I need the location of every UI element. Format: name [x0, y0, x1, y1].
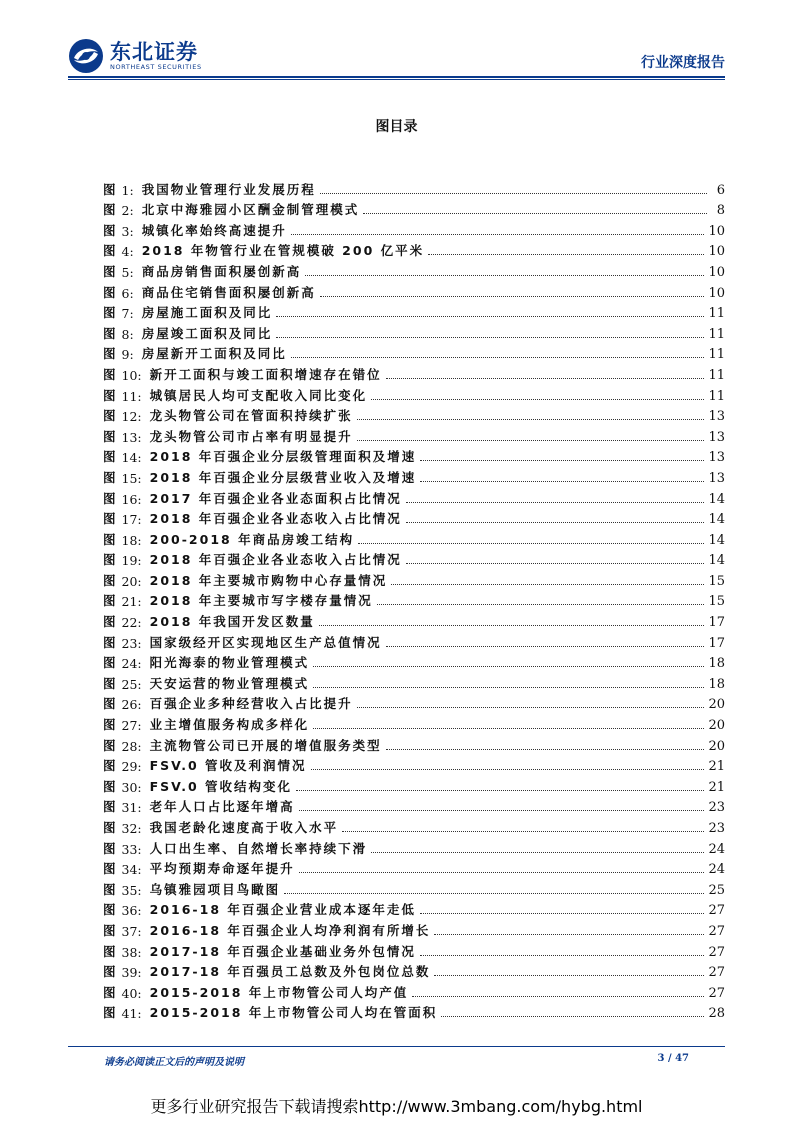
toc-entry-page: 13 — [708, 450, 725, 466]
toc-entry-label: 图 — [103, 861, 122, 877]
toc-entry[interactable] — [103, 568, 725, 589]
toc-entry-title: 老年人口占比逐年增高 — [149, 799, 295, 815]
toc-entry-page: 27 — [708, 903, 725, 919]
toc-leader-dots — [434, 933, 704, 935]
toc-entry-number: 30: — [121, 779, 142, 795]
toc-entry-number: 36: — [121, 903, 142, 919]
toc-entry-page: 24 — [708, 841, 725, 857]
toc-entry-number: 24: — [121, 656, 142, 672]
toc-entry-page: 13 — [708, 409, 725, 425]
toc-entry-title: 2018 年百强企业分层级管理面积及增速 — [149, 449, 417, 465]
toc-entry-page: 10 — [708, 223, 725, 239]
toc-entry-page: 20 — [708, 738, 725, 754]
figure-list — [103, 177, 725, 1021]
toc-leader-dots — [299, 809, 705, 811]
toc-entry-label: 图 — [103, 737, 122, 753]
toc-entry-number: 21: — [121, 594, 142, 610]
toc-entry-page: 8 — [716, 203, 725, 219]
toc-entry-number: 3: — [121, 223, 134, 239]
toc-leader-dots — [420, 480, 704, 482]
toc-entry-number: 8: — [121, 326, 134, 342]
toc-leader-dots — [386, 377, 705, 379]
toc-leader-dots — [420, 459, 704, 461]
toc-entry-title: 2018 年百强企业各业态收入占比情况 — [149, 511, 402, 527]
toc-entry-title: 北京中海雅园小区酬金制管理模式 — [141, 202, 360, 218]
toc-entry-number: 7: — [121, 306, 134, 322]
toc-leader-dots — [357, 706, 705, 708]
toc-entry[interactable] — [103, 671, 725, 692]
toc-entry[interactable] — [103, 486, 725, 507]
toc-entry-title: 房屋施工面积及同比 — [141, 305, 273, 321]
toc-leader-dots — [434, 974, 704, 976]
toc-leader-dots — [377, 603, 705, 605]
toc-entry-page: 10 — [708, 264, 725, 280]
toc-entry[interactable] — [103, 898, 725, 919]
header-divider — [68, 76, 725, 78]
toc-entry-number: 35: — [121, 882, 142, 898]
toc-entry-page: 14 — [708, 553, 725, 569]
toc-entry-label: 图 — [103, 820, 122, 835]
toc-entry-number: 2: — [121, 203, 134, 219]
toc-entry-title: 2016-18 年百强企业营业成本逐年走低 — [149, 902, 416, 918]
toc-entry-number: 18: — [121, 532, 142, 548]
toc-entry-page: 27 — [708, 965, 725, 981]
download-promo-link[interactable]: 更多行业研究报告下载请搜索http://www.3mbang.com/hybg.html — [150, 1097, 643, 1116]
toc-leader-dots — [291, 356, 705, 358]
toc-leader-dots — [299, 871, 705, 873]
toc-entry-page: 6 — [716, 182, 725, 198]
toc-entry-label: 图 — [103, 202, 122, 218]
toc-entry-label: 图 — [103, 840, 122, 856]
toc-entry-page: 17 — [708, 615, 725, 631]
toc-entry-title: 2018 年主要城市写字楼存量情况 — [149, 593, 373, 609]
toc-entry-page: 21 — [708, 779, 725, 795]
toc-entry-title: 房屋竣工面积及同比 — [141, 325, 273, 341]
toc-entry-title: 城镇化率始终高速提升 — [141, 222, 287, 238]
toc-entry-number: 6: — [121, 285, 134, 301]
toc-entry-label: 图 — [103, 531, 122, 547]
toc-entry-number: 5: — [121, 264, 134, 280]
toc-entry-number: 13: — [121, 429, 142, 445]
toc-entry-title: 主流物管公司已开展的增值服务类型 — [149, 737, 382, 753]
toc-entry-number: 14: — [121, 450, 142, 466]
toc-entry-number: 29: — [121, 759, 142, 775]
toc-leader-dots — [276, 315, 704, 317]
toc-entry-page: 23 — [708, 821, 725, 836]
toc-entry-label: 图 — [103, 572, 122, 588]
toc-leader-dots — [358, 542, 704, 544]
toc-leader-dots — [428, 253, 704, 255]
toc-entry-page: 11 — [708, 388, 725, 404]
toc-entry[interactable] — [103, 465, 725, 486]
toc-entry[interactable] — [103, 362, 725, 383]
header-divider-thin — [68, 79, 725, 80]
toc-entry-title: 平均预期寿命逐年提升 — [149, 861, 295, 877]
toc-leader-dots — [291, 233, 705, 235]
toc-leader-dots — [420, 954, 705, 956]
toc-title: 图目录 — [375, 119, 418, 135]
toc-entry-title: 龙头物管公司市占率有明显提升 — [149, 428, 353, 444]
toc-entry-number: 1: — [121, 182, 134, 198]
company-logo — [68, 38, 202, 74]
toc-entry-title: 天安运营的物业管理模式 — [149, 675, 310, 691]
toc-leader-dots — [284, 892, 704, 894]
toc-entry-title: 商品住宅销售面积屡创新高 — [141, 284, 316, 300]
toc-entry[interactable] — [103, 1001, 725, 1022]
toc-leader-dots — [296, 789, 704, 791]
toc-entry-title: 乌镇雅园项目鸟瞰图 — [149, 881, 281, 897]
toc-entry-number: 33: — [121, 841, 142, 857]
toc-entry-title: 商品房销售面积屡创新高 — [141, 263, 302, 279]
toc-entry-page: 10 — [708, 285, 725, 301]
toc-entry[interactable] — [103, 980, 725, 1001]
disclaimer-note: 请务必阅读正文后的声明及说明 — [104, 1057, 244, 1068]
toc-entry-page: 18 — [708, 676, 725, 692]
toc-entry-title: 龙头物管公司在管面积持续扩张 — [149, 408, 353, 424]
toc-entry[interactable] — [103, 939, 725, 960]
toc-entry-label: 图 — [103, 799, 122, 815]
toc-entry-label: 图 — [103, 964, 122, 980]
toc-entry-label: 图 — [103, 263, 122, 279]
toc-entry[interactable] — [103, 651, 725, 672]
toc-entry[interactable] — [103, 795, 725, 816]
toc-entry[interactable] — [103, 960, 725, 981]
toc-entry[interactable] — [103, 712, 725, 733]
toc-entry-number: 16: — [121, 491, 142, 507]
toc-entry-label: 图 — [103, 881, 122, 897]
toc-entry-title: 200-2018 年商品房竣工结构 — [149, 531, 355, 547]
toc-entry-label: 图 — [103, 469, 122, 485]
toc-entry-label: 图 — [103, 511, 122, 527]
toc-leader-dots — [391, 583, 704, 585]
toc-leader-dots — [319, 624, 705, 626]
toc-leader-dots — [363, 212, 707, 214]
toc-entry[interactable] — [103, 301, 725, 322]
toc-entry-title: 2015-2018 年上市物管公司人均产值 — [149, 984, 409, 1000]
toc-entry[interactable] — [103, 259, 725, 280]
toc-entry-number: 11: — [121, 388, 142, 404]
toc-entry-title: 2018 年我国开发区数量 — [149, 614, 315, 630]
toc-entry-label: 图 — [103, 593, 122, 609]
toc-entry-page: 23 — [708, 800, 725, 816]
toc-entry-label: 图 — [103, 305, 122, 321]
toc-entry-page: 14 — [708, 512, 725, 528]
toc-leader-dots — [313, 727, 704, 729]
toc-leader-dots — [371, 851, 704, 853]
toc-entry[interactable] — [103, 280, 725, 301]
toc-entry[interactable] — [103, 198, 725, 219]
toc-entry-number: 12: — [121, 409, 142, 425]
toc-entry-label: 图 — [103, 408, 122, 424]
toc-leader-dots — [412, 995, 704, 997]
toc-leader-dots — [420, 912, 705, 914]
toc-entry-number: 41: — [121, 1006, 142, 1022]
toc-entry-number: 25: — [121, 676, 142, 692]
toc-leader-dots — [342, 830, 704, 832]
toc-leader-dots — [320, 192, 707, 194]
toc-entry-title: 房屋新开工面积及同比 — [141, 346, 287, 362]
toc-entry-label: 图 — [103, 696, 122, 712]
toc-leader-dots — [406, 562, 705, 564]
toc-entry-number: 38: — [121, 944, 142, 960]
toc-entry-title: 2016-18 年百强企业人均净利润有所增长 — [149, 922, 431, 938]
toc-entry-page: 10 — [708, 244, 725, 260]
toc-entry-page: 13 — [708, 470, 725, 486]
toc-entry-number: 39: — [121, 965, 142, 981]
toc-entry-title: 城镇居民人均可支配收入同比变化 — [149, 387, 368, 403]
toc-entry-title: 业主增值服务构成多样化 — [149, 717, 310, 733]
toc-entry-number: 40: — [121, 985, 142, 1001]
toc-entry-label: 图 — [103, 922, 122, 938]
toc-entry[interactable] — [103, 383, 725, 404]
toc-entry-label: 图 — [103, 387, 122, 403]
toc-entry-page: 14 — [708, 491, 725, 507]
toc-entry-label: 图 — [103, 758, 122, 774]
toc-entry-title: 百强企业多种经营收入占比提升 — [149, 696, 353, 712]
toc-entry-title: FSV.0 管收结构变化 — [149, 778, 293, 794]
toc-entry-label: 图 — [103, 1005, 122, 1021]
toc-entry-title: 2015-2018 年上市物管公司人均在管面积 — [149, 1005, 438, 1021]
toc-entry[interactable] — [103, 177, 725, 198]
toc-entry-label: 图 — [103, 243, 122, 259]
toc-leader-dots — [320, 295, 705, 297]
toc-entry-number: 9: — [121, 347, 134, 363]
toc-entry[interactable] — [103, 733, 725, 754]
toc-entry-title: 2018 年百强企业分层级营业收入及增速 — [149, 469, 417, 485]
toc-entry-number: 27: — [121, 718, 142, 734]
toc-leader-dots — [313, 665, 704, 667]
toc-leader-dots — [406, 521, 705, 523]
toc-entry-page: 13 — [708, 429, 725, 445]
toc-entry-number: 26: — [121, 697, 142, 713]
toc-entry[interactable] — [103, 218, 725, 239]
toc-entry-title: 人口出生率、自然增长率持续下滑 — [149, 840, 368, 856]
toc-entry[interactable] — [103, 692, 725, 713]
toc-entry[interactable] — [103, 321, 725, 342]
toc-entry-page: 17 — [708, 635, 725, 651]
toc-entry-title: 2018 年主要城市购物中心存量情况 — [149, 572, 388, 588]
toc-entry-label: 图 — [103, 655, 122, 671]
logo-chinese-name: 东北证券 — [110, 39, 198, 64]
toc-entry-label: 图 — [103, 346, 122, 362]
toc-leader-dots — [386, 748, 705, 750]
toc-entry[interactable] — [103, 836, 725, 857]
toc-entry-page: 11 — [708, 367, 725, 383]
toc-entry-number: 22: — [121, 615, 142, 631]
logo-english-name: NORTHEAST SECURITIES — [110, 62, 202, 71]
toc-entry[interactable] — [103, 445, 725, 466]
toc-entry-label: 图 — [103, 984, 122, 1000]
toc-entry[interactable] — [103, 815, 725, 836]
toc-leader-dots — [276, 336, 704, 338]
toc-entry-number: 10: — [121, 367, 142, 383]
toc-entry[interactable] — [103, 918, 725, 939]
toc-entry-label: 图 — [103, 634, 122, 650]
toc-entry[interactable] — [103, 857, 725, 878]
toc-entry-page: 24 — [708, 862, 725, 878]
toc-entry-label: 图 — [103, 366, 122, 382]
footer-divider — [68, 1046, 725, 1047]
toc-entry-number: 28: — [121, 738, 142, 754]
toc-entry-title: 2018 年物管行业在管规模破 200 亿平米 — [141, 243, 425, 259]
toc-entry-page: 27 — [708, 923, 725, 939]
toc-leader-dots — [313, 686, 704, 688]
toc-leader-dots — [406, 501, 705, 503]
toc-entry-number: 4: — [121, 244, 134, 260]
toc-entry-title: 2018 年百强企业各业态收入占比情况 — [149, 552, 402, 568]
toc-entry-title: 2017-18 年百强员工总数及外包岗位总数 — [149, 964, 431, 980]
toc-entry-page: 18 — [708, 656, 725, 672]
toc-entry-page: 20 — [708, 697, 725, 713]
toc-entry-title: FSV.0 管收及利润情况 — [149, 758, 307, 774]
toc-leader-dots — [357, 439, 705, 441]
toc-entry-page: 27 — [708, 985, 725, 1001]
toc-entry-title: 我国老龄化速度高于收入水平 — [149, 820, 339, 835]
toc-entry-title: 2017 年百强企业各业态面积占比情况 — [149, 490, 402, 506]
toc-entry-label: 图 — [103, 614, 122, 630]
toc-leader-dots — [305, 274, 704, 276]
toc-entry-label: 图 — [103, 552, 122, 568]
page-header — [0, 0, 793, 90]
report-type-label: 行业深度报告 — [641, 55, 725, 71]
toc-leader-dots — [441, 1015, 704, 1017]
toc-entry-number: 31: — [121, 800, 142, 816]
toc-entry[interactable] — [103, 342, 725, 363]
toc-entry-label: 图 — [103, 902, 122, 918]
toc-leader-dots — [371, 398, 704, 400]
toc-entry[interactable] — [103, 424, 725, 445]
toc-entry[interactable] — [103, 507, 725, 528]
page-number: 3 / 47 — [657, 1053, 689, 1064]
toc-entry-number: 32: — [121, 821, 142, 836]
toc-entry-title: 国家级经开区实现地区生产总值情况 — [149, 634, 382, 650]
toc-entry-number: 23: — [121, 635, 142, 651]
toc-entry-number: 15: — [121, 470, 142, 486]
toc-entry-label: 图 — [103, 943, 122, 959]
toc-entry[interactable] — [103, 609, 725, 630]
toc-entry-page: 15 — [708, 573, 725, 589]
toc-entry-label: 图 — [103, 490, 122, 506]
toc-entry-page: 21 — [708, 759, 725, 775]
toc-entry-page: 25 — [708, 882, 725, 898]
toc-entry[interactable] — [103, 630, 725, 651]
toc-entry-page: 11 — [708, 347, 725, 363]
toc-entry-label: 图 — [103, 717, 122, 733]
toc-leader-dots — [357, 418, 705, 420]
toc-entry-number: 34: — [121, 862, 142, 878]
toc-entry[interactable] — [103, 548, 725, 569]
toc-entry[interactable] — [103, 774, 725, 795]
toc-entry-page: 14 — [708, 532, 725, 548]
toc-entry-label: 图 — [103, 778, 122, 794]
toc-entry[interactable] — [103, 527, 725, 548]
toc-entry-title: 新开工面积与竣工面积增速存在错位 — [149, 366, 382, 382]
toc-entry-label: 图 — [103, 222, 122, 238]
toc-entry-label: 图 — [103, 675, 122, 691]
toc-entry-page: 28 — [708, 1006, 725, 1022]
toc-entry-number: 17: — [121, 512, 142, 528]
toc-entry[interactable] — [103, 877, 725, 898]
toc-entry-page: 27 — [708, 944, 725, 960]
toc-entry-page: 11 — [708, 326, 725, 342]
toc-entry[interactable] — [103, 754, 725, 775]
toc-leader-dots — [386, 645, 705, 647]
toc-entry-label: 图 — [103, 325, 122, 341]
toc-entry[interactable] — [103, 239, 725, 260]
toc-leader-dots — [311, 768, 705, 770]
toc-entry-page: 11 — [708, 306, 725, 322]
toc-entry-page: 20 — [708, 718, 725, 734]
toc-entry-number: 19: — [121, 553, 142, 569]
logo-swirl-icon — [68, 38, 104, 74]
toc-entry-label: 图 — [103, 428, 122, 444]
toc-entry[interactable] — [103, 404, 725, 425]
toc-entry-label: 图 — [103, 284, 122, 300]
toc-entry-title: 2017-18 年百强企业基础业务外包情况 — [149, 943, 416, 959]
toc-entry-page: 15 — [708, 594, 725, 610]
toc-entry-number: 20: — [121, 573, 142, 589]
toc-entry-label: 图 — [103, 181, 122, 197]
toc-entry[interactable] — [103, 589, 725, 610]
toc-entry-number: 37: — [121, 923, 142, 939]
toc-entry-title: 我国物业管理行业发展历程 — [141, 181, 316, 197]
toc-entry-label: 图 — [103, 449, 122, 465]
toc-entry-title: 阳光海泰的物业管理模式 — [149, 655, 310, 671]
